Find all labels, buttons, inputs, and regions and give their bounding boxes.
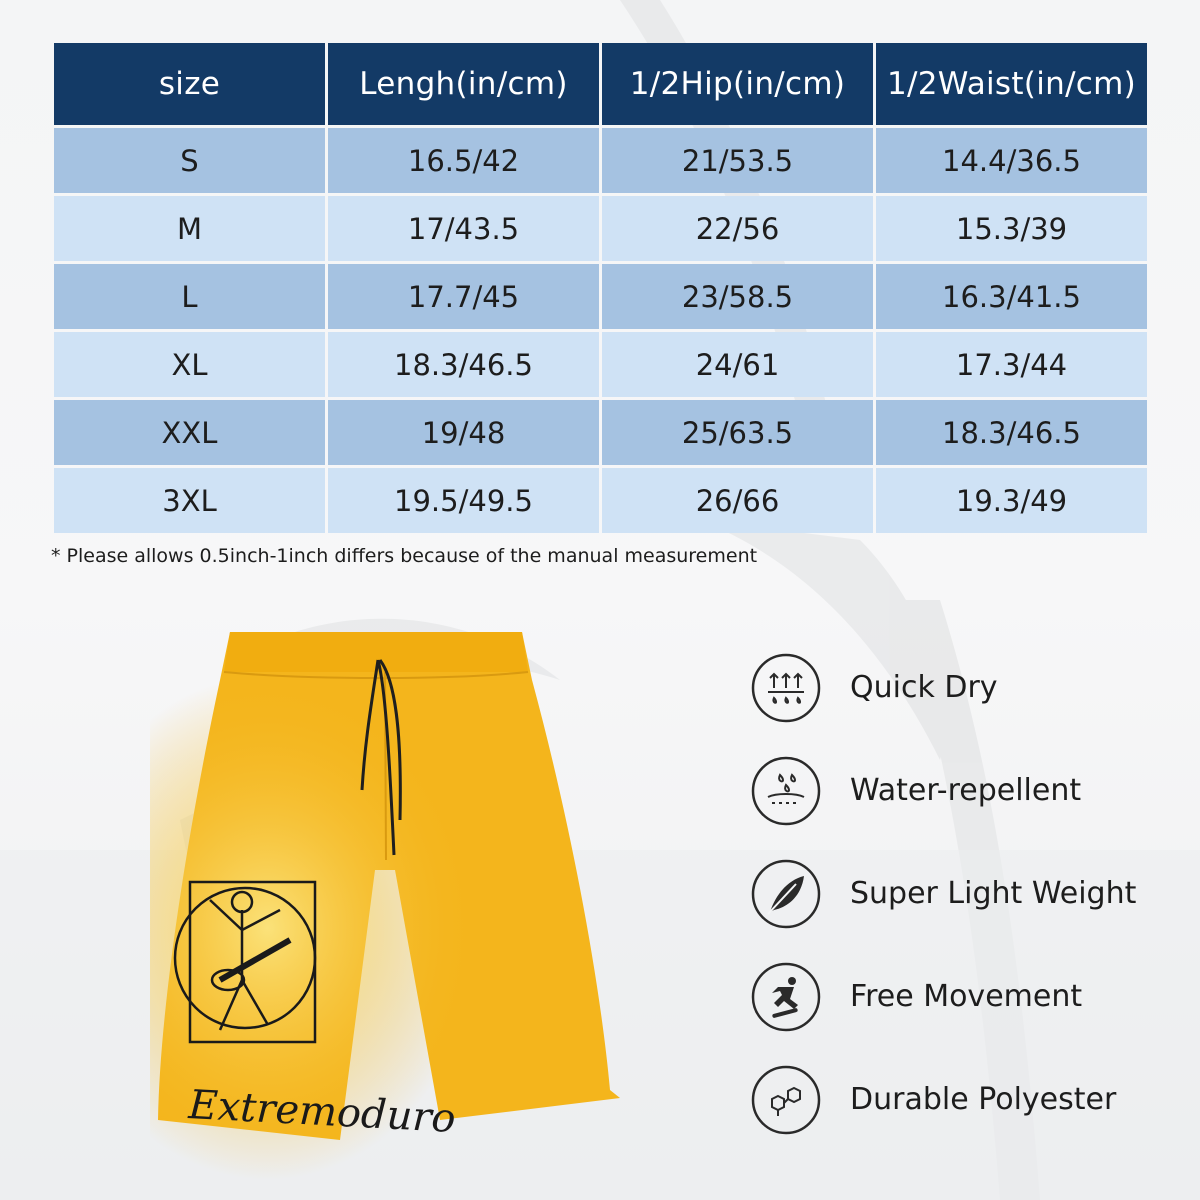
molecule-icon bbox=[750, 1064, 822, 1136]
size-chart-header-row bbox=[54, 43, 1147, 125]
feature-label: Free Movement bbox=[850, 979, 1083, 1014]
feature-light-weight bbox=[750, 858, 1170, 930]
feature-label: Water-repellent bbox=[850, 773, 1082, 808]
header-half-hip: 1/2Hip(in/cm) bbox=[602, 43, 873, 125]
header-size: size bbox=[54, 43, 325, 125]
feature-label: Durable Polyester bbox=[850, 1082, 1117, 1117]
cell-length: 19/48 bbox=[328, 400, 599, 465]
skater-icon bbox=[750, 961, 822, 1033]
cell-size: M bbox=[54, 196, 325, 261]
cell-hip: 21/53.5 bbox=[602, 128, 873, 193]
feature-durable-polyester bbox=[750, 1064, 1170, 1136]
size-chart-table bbox=[51, 40, 1150, 536]
table-row bbox=[54, 400, 1147, 465]
feature-free-movement bbox=[750, 961, 1170, 1033]
feature-label: Super Light Weight bbox=[850, 876, 1137, 911]
table-row bbox=[54, 468, 1147, 533]
cell-size: L bbox=[54, 264, 325, 329]
quick-dry-icon bbox=[750, 652, 822, 724]
measurement-note: * Please allows 0.5inch-1inch differs because of the manual measurement bbox=[51, 545, 758, 567]
feature-water-repellent bbox=[750, 755, 1170, 827]
cell-hip: 26/66 bbox=[602, 468, 873, 533]
cell-waist: 18.3/46.5 bbox=[876, 400, 1147, 465]
water-repellent-icon bbox=[750, 755, 822, 827]
feature-label: Quick Dry bbox=[850, 670, 998, 705]
cell-waist: 16.3/41.5 bbox=[876, 264, 1147, 329]
cell-size: 3XL bbox=[54, 468, 325, 533]
band-logo: Extremoduro bbox=[187, 1082, 457, 1142]
cell-length: 16.5/42 bbox=[328, 128, 599, 193]
cell-hip: 24/61 bbox=[602, 332, 873, 397]
cell-length: 19.5/49.5 bbox=[328, 468, 599, 533]
table-row bbox=[54, 332, 1147, 397]
cell-size: XL bbox=[54, 332, 325, 397]
header-length: Lengh(in/cm) bbox=[328, 43, 599, 125]
cell-size: XXL bbox=[54, 400, 325, 465]
feature-quick-dry bbox=[750, 652, 1170, 724]
table-row bbox=[54, 196, 1147, 261]
swim-shorts-image bbox=[150, 620, 620, 1180]
cell-length: 17.7/45 bbox=[328, 264, 599, 329]
cell-hip: 23/58.5 bbox=[602, 264, 873, 329]
cell-length: 17/43.5 bbox=[328, 196, 599, 261]
cell-hip: 22/56 bbox=[602, 196, 873, 261]
table-row bbox=[54, 128, 1147, 193]
cell-waist: 19.3/49 bbox=[876, 468, 1147, 533]
cell-size: S bbox=[54, 128, 325, 193]
header-half-waist: 1/2Waist(in/cm) bbox=[876, 43, 1147, 125]
cell-waist: 14.4/36.5 bbox=[876, 128, 1147, 193]
cell-hip: 25/63.5 bbox=[602, 400, 873, 465]
cell-waist: 17.3/44 bbox=[876, 332, 1147, 397]
feather-icon bbox=[750, 858, 822, 930]
cell-length: 18.3/46.5 bbox=[328, 332, 599, 397]
table-row bbox=[54, 264, 1147, 329]
cell-waist: 15.3/39 bbox=[876, 196, 1147, 261]
